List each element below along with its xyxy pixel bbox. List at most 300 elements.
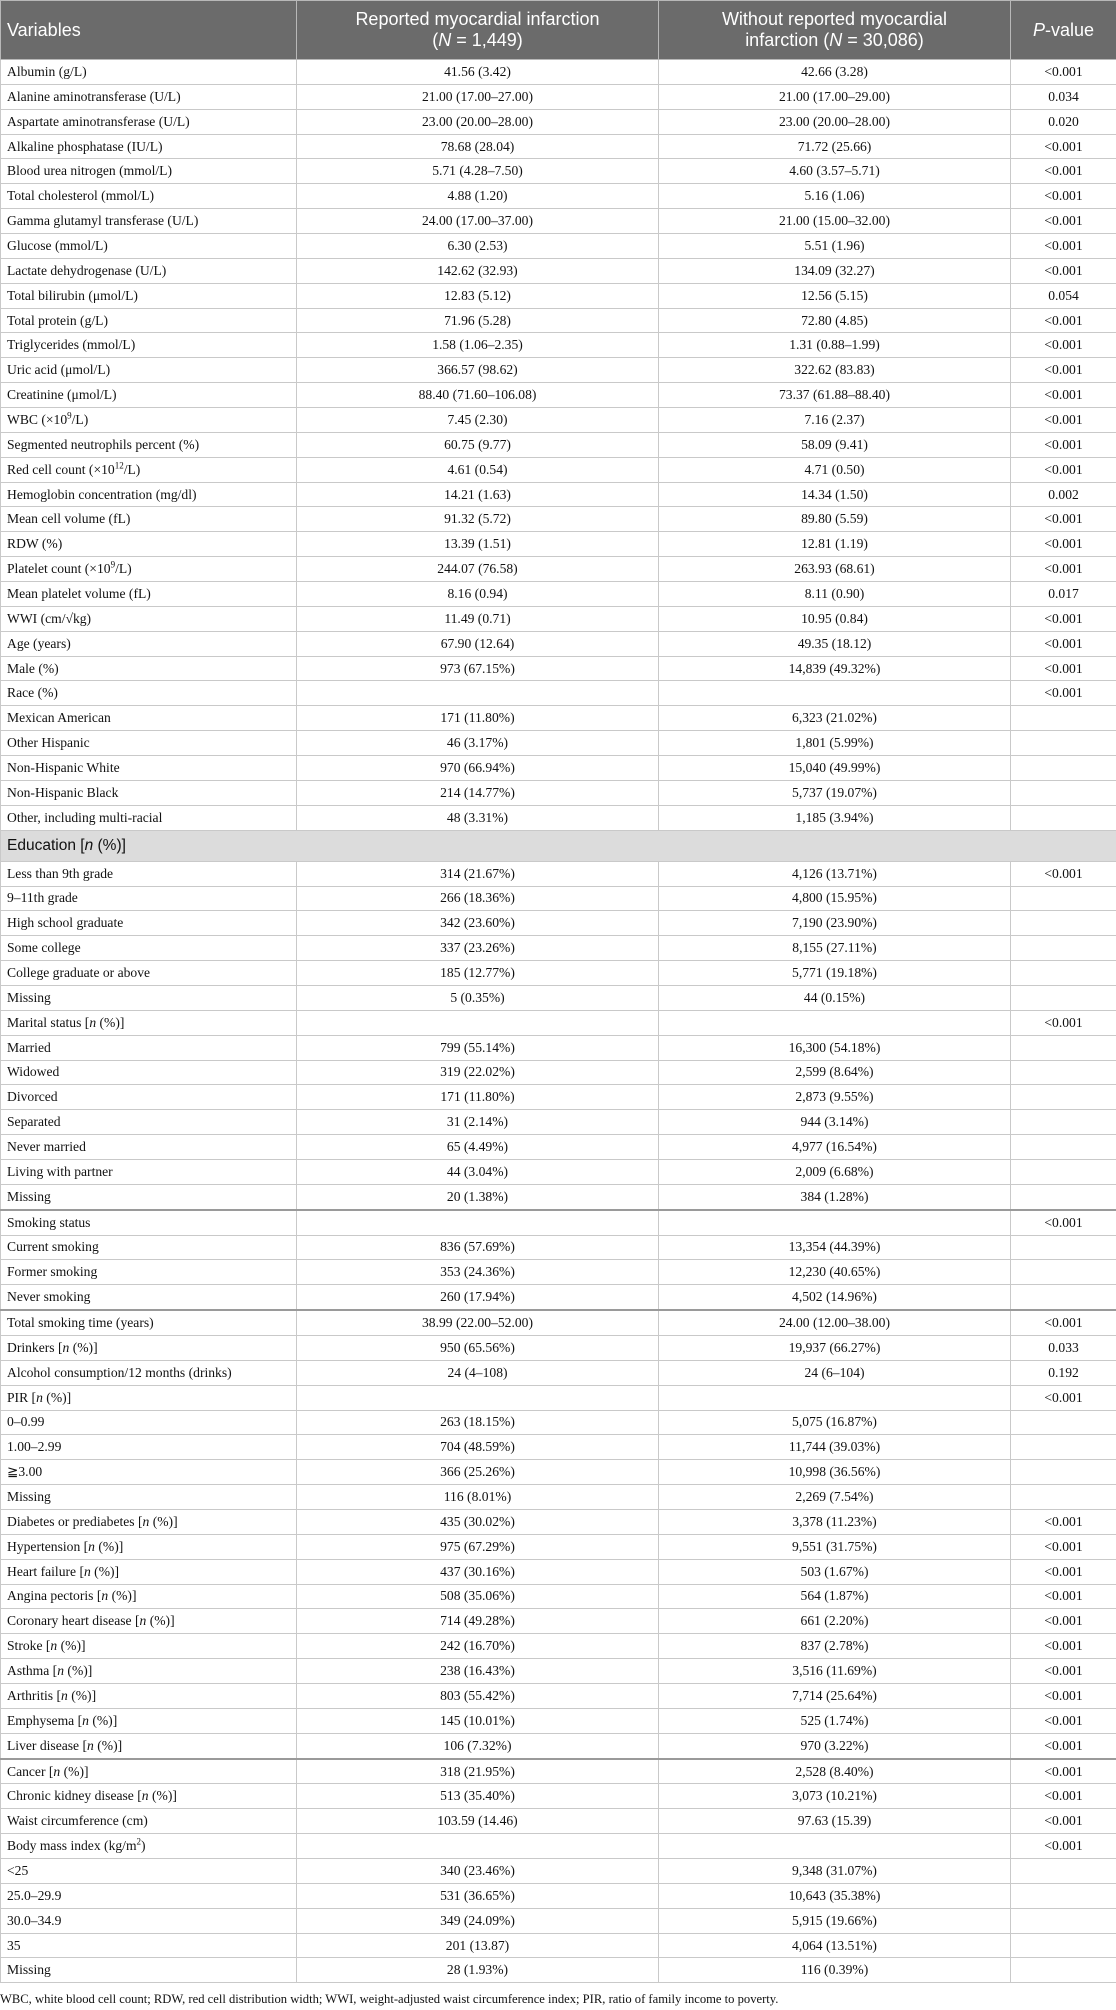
variable-cell [1,1260,297,1285]
table-row [1,1733,1116,1758]
nomi-value-cell: 58.09 (9.41) [659,432,1011,457]
label-text: Less than 9th grade [7,865,114,881]
mi-value-cell: 4.88 (1.20) [297,184,659,209]
label-suffix: (%)] [60,1763,89,1779]
variable-cell [1,985,297,1010]
nomi-value-cell: 8.11 (0.90) [659,582,1011,607]
table-row [1,1184,1116,1209]
nomi-value-cell: 12.56 (5.15) [659,283,1011,308]
label-italic: n [36,1389,43,1405]
label-text: High school graduate [7,915,124,931]
label-text: Coronary heart disease [ [7,1613,140,1629]
header-variables-text: Variables [7,19,81,40]
nomi-value-cell: 134.09 (32.27) [659,258,1011,283]
table-row [1,756,1116,781]
nomi-value-cell: 42.66 (3.28) [659,60,1011,85]
variable-cell [1,383,297,408]
p-value-cell: 0.020 [1011,109,1116,134]
table-row [1,985,1116,1010]
label-text: WWI (cm/√kg) [7,610,92,626]
p-value-cell [1011,1135,1116,1160]
table-row [1,731,1116,756]
nomi-value-cell: 6,323 (21.02%) [659,706,1011,731]
table-row [1,333,1116,358]
nomi-value-cell: 24.00 (12.00–38.00) [659,1310,1011,1335]
label-text: Alcohol consumption/12 months (drinks) [7,1364,232,1380]
p-value-cell: <0.001 [1011,861,1116,886]
header-mi-n-value: = 1,449) [451,30,523,50]
nomi-value-cell: 23.00 (20.00–28.00) [659,109,1011,134]
nomi-value-cell: 10.95 (0.84) [659,606,1011,631]
label-text: Body mass index (kg/m [7,1838,137,1854]
nomi-value-cell: 4.60 (3.57–5.71) [659,159,1011,184]
variable-cell [1,532,297,557]
nomi-value-cell: 5,915 (19.66%) [659,1908,1011,1933]
p-value-cell: <0.001 [1011,159,1116,184]
label-text: 30.0–34.9 [7,1912,62,1928]
label-italic: n [88,1538,95,1554]
mi-value-cell: 88.40 (71.60–106.08) [297,383,659,408]
variable-cell [1,1809,297,1834]
label-suffix: (%)] [42,1389,72,1405]
p-value-cell [1011,1085,1116,1110]
mi-value-cell: 5.71 (4.28–7.50) [297,159,659,184]
nomi-value-cell: 72.80 (4.85) [659,308,1011,333]
nomi-value-cell: 970 (3.22%) [659,1733,1011,1758]
label-italic: n [142,1513,150,1529]
nomi-value-cell: 1.31 (0.88–1.99) [659,333,1011,358]
mi-value-cell: 106 (7.32%) [297,1733,659,1758]
mi-value-cell: 531 (36.65%) [297,1883,659,1908]
variable-cell [1,432,297,457]
variable-cell [1,1035,297,1060]
label-superscript: 12 [114,460,124,471]
variable-cell [1,1659,297,1684]
p-value-cell [1011,1908,1116,1933]
p-value-cell [1011,985,1116,1010]
mi-value-cell: 437 (30.16%) [297,1559,659,1584]
table-row [1,1908,1116,1933]
variable-cell [1,1085,297,1110]
table-row [1,706,1116,731]
label-text: 1.00–2.99 [7,1439,62,1455]
mi-value-cell: 13.39 (1.51) [297,532,659,557]
variable-cell [1,1759,297,1784]
table-row [1,1060,1116,1085]
p-value-cell [1011,936,1116,961]
label-suffix: (%)] [93,1737,123,1753]
label-text: Liver disease [ [7,1737,88,1753]
p-value-cell: 0.192 [1011,1360,1116,1385]
variable-cell [1,1834,297,1859]
nomi-value-cell: 11,744 (39.03%) [659,1435,1011,1460]
mi-value-cell: 91.32 (5.72) [297,507,659,532]
nomi-value-cell: 4.71 (0.50) [659,457,1011,482]
mi-value-cell: 973 (67.15%) [297,656,659,681]
mi-value-cell: 41.56 (3.42) [297,60,659,85]
mi-value-cell: 242 (16.70%) [297,1634,659,1659]
table-row [1,159,1116,184]
table-row [1,184,1116,209]
variable-cell [1,109,297,134]
variable-cell [1,234,297,259]
p-value-cell: <0.001 [1011,234,1116,259]
variable-cell [1,457,297,482]
nomi-value-cell: 944 (3.14%) [659,1110,1011,1135]
table-row [1,234,1116,259]
p-value-cell [1011,1235,1116,1260]
mi-value-cell: 60.75 (9.77) [297,432,659,457]
variable-cell [1,308,297,333]
nomi-value-cell [659,681,1011,706]
table-row [1,606,1116,631]
table-row [1,482,1116,507]
mi-value-cell: 145 (10.01%) [297,1708,659,1733]
label-text: Gamma glutamyl transferase (U/L) [7,213,199,229]
table-row [1,861,1116,886]
mi-value-cell: 950 (65.56%) [297,1335,659,1360]
label-text: PIR [ [7,1389,37,1405]
variable-cell [1,1335,297,1360]
variable-cell [1,1908,297,1933]
table-row [1,1260,1116,1285]
variable-cell [1,209,297,234]
table-row [1,1385,1116,1410]
p-value-cell [1011,1933,1116,1958]
table-row [1,681,1116,706]
table-row [1,283,1116,308]
label-suffix: /L) [123,461,141,477]
label-suffix: (%)] [94,1538,124,1554]
label-superscript: 2 [136,1836,142,1847]
mi-value-cell: 38.99 (22.00–52.00) [297,1310,659,1335]
label-italic: n [84,836,94,854]
variable-cell [1,606,297,631]
p-value-cell: <0.001 [1011,457,1116,482]
p-value-cell [1011,1485,1116,1510]
label-text: Chronic kidney disease [ [7,1788,142,1804]
label-italic: n [82,1712,89,1728]
label-text: Total bilirubin (μmol/L) [7,287,138,303]
table-row [1,134,1116,159]
p-value-cell: <0.001 [1011,507,1116,532]
nomi-value-cell: 4,126 (13.71%) [659,861,1011,886]
label-text: Blood urea nitrogen (mmol/L) [7,163,172,179]
table-row [1,457,1116,482]
mi-value-cell: 65 (4.49%) [297,1135,659,1160]
label-text: Mexican American [7,710,111,726]
p-value-cell [1011,911,1116,936]
mi-value-cell: 71.96 (5.28) [297,308,659,333]
header-nomi-column [659,1,1011,60]
p-value-cell [1011,1035,1116,1060]
label-text: Creatinine (μmol/L) [7,387,117,403]
label-suffix: /L) [71,411,89,427]
nomi-value-cell: 13,354 (44.39%) [659,1235,1011,1260]
label-text: Married [7,1039,51,1055]
table-row [1,383,1116,408]
p-value-cell [1011,1958,1116,1983]
nomi-value-cell: 5.16 (1.06) [659,184,1011,209]
section-header-row [1,830,1116,861]
table-row [1,432,1116,457]
label-text: 0–0.99 [7,1414,45,1430]
mi-value-cell: 342 (23.60%) [297,911,659,936]
table-row [1,1708,1116,1733]
variable-cell [1,1110,297,1135]
label-text: Non-Hispanic Black [7,784,119,800]
nomi-value-cell: 14.34 (1.50) [659,482,1011,507]
nomi-value-cell: 7.16 (2.37) [659,408,1011,433]
variable-cell [1,333,297,358]
variable-cell [1,60,297,85]
mi-value-cell: 103.59 (14.46) [297,1809,659,1834]
nomi-value-cell: 10,643 (35.38%) [659,1883,1011,1908]
mi-value-cell: 171 (11.80%) [297,1085,659,1110]
label-text: Hemoglobin concentration (mg/dl) [7,486,197,502]
nomi-value-cell: 564 (1.87%) [659,1584,1011,1609]
label-text: <25 [7,1862,29,1878]
mi-value-cell: 171 (11.80%) [297,706,659,731]
p-value-cell: 0.033 [1011,1335,1116,1360]
table-row [1,1809,1116,1834]
nomi-value-cell: 2,599 (8.64%) [659,1060,1011,1085]
mi-value-cell [297,681,659,706]
mi-value-cell: 970 (66.94%) [297,756,659,781]
mi-value-cell: 20 (1.38%) [297,1184,659,1209]
table-row [1,1559,1116,1584]
table-row [1,1859,1116,1884]
mi-value-cell: 46 (3.17%) [297,731,659,756]
label-text: Some college [7,940,81,956]
nomi-value-cell: 14,839 (49.32%) [659,656,1011,681]
p-value-cell: 0.002 [1011,482,1116,507]
label-suffix: (%)] [149,1513,178,1529]
variable-cell [1,1285,297,1310]
table-footnote: WBC, white blood cell count; RDW, red cell distribution width; WWI, weight-adjusted waist circumference index; PIR, ratio of family income to poverty. [0,1992,779,2006]
mi-value-cell: 704 (48.59%) [297,1435,659,1460]
variable-cell [1,1210,297,1235]
nomi-value-cell: 525 (1.74%) [659,1708,1011,1733]
mi-value-cell: 244.07 (76.58) [297,557,659,582]
p-value-cell: <0.001 [1011,606,1116,631]
label-text: Current smoking [7,1239,99,1255]
mi-value-cell: 366 (25.26%) [297,1460,659,1485]
label-suffix: (%)] [64,1663,93,1679]
mi-value-cell: 319 (22.02%) [297,1060,659,1085]
label-text: Total protein (g/L) [7,312,108,328]
header-mi-n-var: N [438,30,452,50]
table-row [1,557,1116,582]
p-value-cell: <0.001 [1011,358,1116,383]
label-text: WBC (×10 [7,411,68,427]
variable-cell [1,258,297,283]
nomi-value-cell: 503 (1.67%) [659,1559,1011,1584]
table-row [1,1310,1116,1335]
label-suffix: (%)] [88,1712,118,1728]
label-suffix: (%)] [67,1687,97,1703]
p-value-cell: <0.001 [1011,1809,1116,1834]
header-nomi-n-value: = 30,086) [842,30,924,50]
label-text: Waist circumference (cm) [7,1813,148,1829]
p-value-cell: <0.001 [1011,1834,1116,1859]
variable-cell [1,1859,297,1884]
mi-value-cell: 8.16 (0.94) [297,582,659,607]
nomi-value-cell: 7,190 (23.90%) [659,911,1011,936]
mi-value-cell: 31 (2.14%) [297,1110,659,1135]
header-variables [1,1,297,60]
label-text: Glucose (mmol/L) [7,237,108,253]
table-row [1,911,1116,936]
label-italic: n [83,1563,91,1579]
nomi-value-cell [659,1010,1011,1035]
p-value-cell: <0.001 [1011,1310,1116,1335]
variable-cell [1,961,297,986]
variable-cell [1,706,297,731]
nomi-value-cell: 44 (0.15%) [659,985,1011,1010]
label-suffix: (%)] [148,1788,177,1804]
variable-cell [1,1684,297,1709]
mi-value-cell: 353 (24.36%) [297,1260,659,1285]
p-value-cell [1011,1260,1116,1285]
nomi-value-cell: 9,348 (31.07%) [659,1859,1011,1884]
table-row [1,1159,1116,1184]
header-nomi-title-line2: infarction ( [745,30,830,50]
table-row [1,60,1116,85]
nomi-value-cell: 263.93 (68.61) [659,557,1011,582]
nomi-value-cell: 73.37 (61.88–88.40) [659,383,1011,408]
nomi-value-cell: 1,185 (3.94%) [659,805,1011,830]
p-value-cell: <0.001 [1011,532,1116,557]
table-row [1,109,1116,134]
variable-cell [1,1609,297,1634]
label-suffix: (%)] [90,1563,120,1579]
label-text: Marital status [ [7,1014,90,1030]
table-row [1,1958,1116,1983]
nomi-value-cell [659,1210,1011,1235]
nomi-value-cell: 3,378 (11.23%) [659,1509,1011,1534]
mi-value-cell: 214 (14.77%) [297,780,659,805]
label-superscript: 9 [110,559,116,570]
mi-value-cell: 23.00 (20.00–28.00) [297,109,659,134]
label-text: 9–11th grade [7,890,78,906]
label-text: Missing [7,1962,51,1978]
p-value-cell: <0.001 [1011,1584,1116,1609]
mi-value-cell [297,1385,659,1410]
variable-cell [1,1958,297,1983]
label-text: Total cholesterol (mmol/L) [7,188,155,204]
mi-value-cell: 318 (21.95%) [297,1759,659,1784]
header-mi-n-prefix: ( [432,30,439,50]
mi-value-cell: 4.61 (0.54) [297,457,659,482]
mi-value-cell: 513 (35.40%) [297,1784,659,1809]
label-italic: n [139,1613,147,1629]
mi-value-cell: 6.30 (2.53) [297,234,659,259]
nomi-value-cell: 4,064 (13.51%) [659,1933,1011,1958]
p-value-cell: 0.017 [1011,582,1116,607]
nomi-value-cell: 4,502 (14.96%) [659,1285,1011,1310]
table-row [1,1634,1116,1659]
label-text: Uric acid (μmol/L) [7,362,111,378]
mi-value-cell: 185 (12.77%) [297,961,659,986]
variable-cell [1,631,297,656]
table-row [1,408,1116,433]
variable-cell [1,1883,297,1908]
label-text: Never married [7,1139,86,1155]
mi-value-cell: 12.83 (5.12) [297,283,659,308]
table-row [1,1933,1116,1958]
label-text: Divorced [7,1089,58,1105]
table-row [1,582,1116,607]
nomi-value-cell: 661 (2.20%) [659,1609,1011,1634]
label-italic: n [61,1687,68,1703]
header-p-var: P [1032,19,1045,40]
nomi-value-cell: 2,528 (8.40%) [659,1759,1011,1784]
table-row [1,1684,1116,1709]
header-p-value [1011,1,1116,60]
mi-value-cell: 11.49 (0.71) [297,606,659,631]
nomi-value-cell: 116 (0.39%) [659,1958,1011,1983]
variable-cell [1,1933,297,1958]
table-row [1,1035,1116,1060]
label-text: Segmented neutrophils percent (%) [7,436,200,452]
variable-cell [1,1385,297,1410]
label-suffix: ) [141,1838,146,1854]
table-body [1,60,1116,1983]
p-value-cell: <0.001 [1011,333,1116,358]
table-row [1,1010,1116,1035]
label-text: Alanine aminotransferase (U/L) [7,88,181,104]
label-text: Widowed [7,1064,60,1080]
label-text: Missing [7,1489,51,1505]
mi-value-cell: 340 (23.46%) [297,1859,659,1884]
nomi-value-cell: 2,009 (6.68%) [659,1159,1011,1184]
label-suffix: (%)] [146,1613,175,1629]
label-text: Total smoking time (years) [7,1315,154,1331]
table-row [1,209,1116,234]
label-text: Albumin (g/L) [7,63,87,79]
mi-value-cell [297,1010,659,1035]
p-value-cell: <0.001 [1011,1559,1116,1584]
table-row [1,631,1116,656]
nomi-value-cell: 24 (6–104) [659,1360,1011,1385]
label-suffix: (%)] [69,1339,98,1355]
nomi-value-cell: 5,771 (19.18%) [659,961,1011,986]
nomi-value-cell: 97.63 (15.39) [659,1809,1011,1834]
table-row [1,1609,1116,1634]
nomi-value-cell: 2,269 (7.54%) [659,1485,1011,1510]
variable-cell [1,408,297,433]
table-row [1,1460,1116,1485]
mi-value-cell: 28 (1.93%) [297,1958,659,1983]
variable-cell [1,805,297,830]
variable-cell [1,1435,297,1460]
label-text: Mean platelet volume (fL) [7,585,151,601]
label-text: Missing [7,1188,51,1204]
variable-cell [1,482,297,507]
mi-value-cell: 48 (3.31%) [297,805,659,830]
header-row [1,1,1116,60]
mi-value-cell: 799 (55.14%) [297,1035,659,1060]
mi-value-cell: 836 (57.69%) [297,1235,659,1260]
table-row [1,507,1116,532]
variable-cell [1,1784,297,1809]
p-value-cell: <0.001 [1011,1684,1116,1709]
table-row [1,1509,1116,1534]
variable-cell [1,861,297,886]
p-value-cell: <0.001 [1011,1534,1116,1559]
label-text: Separated [7,1114,61,1130]
